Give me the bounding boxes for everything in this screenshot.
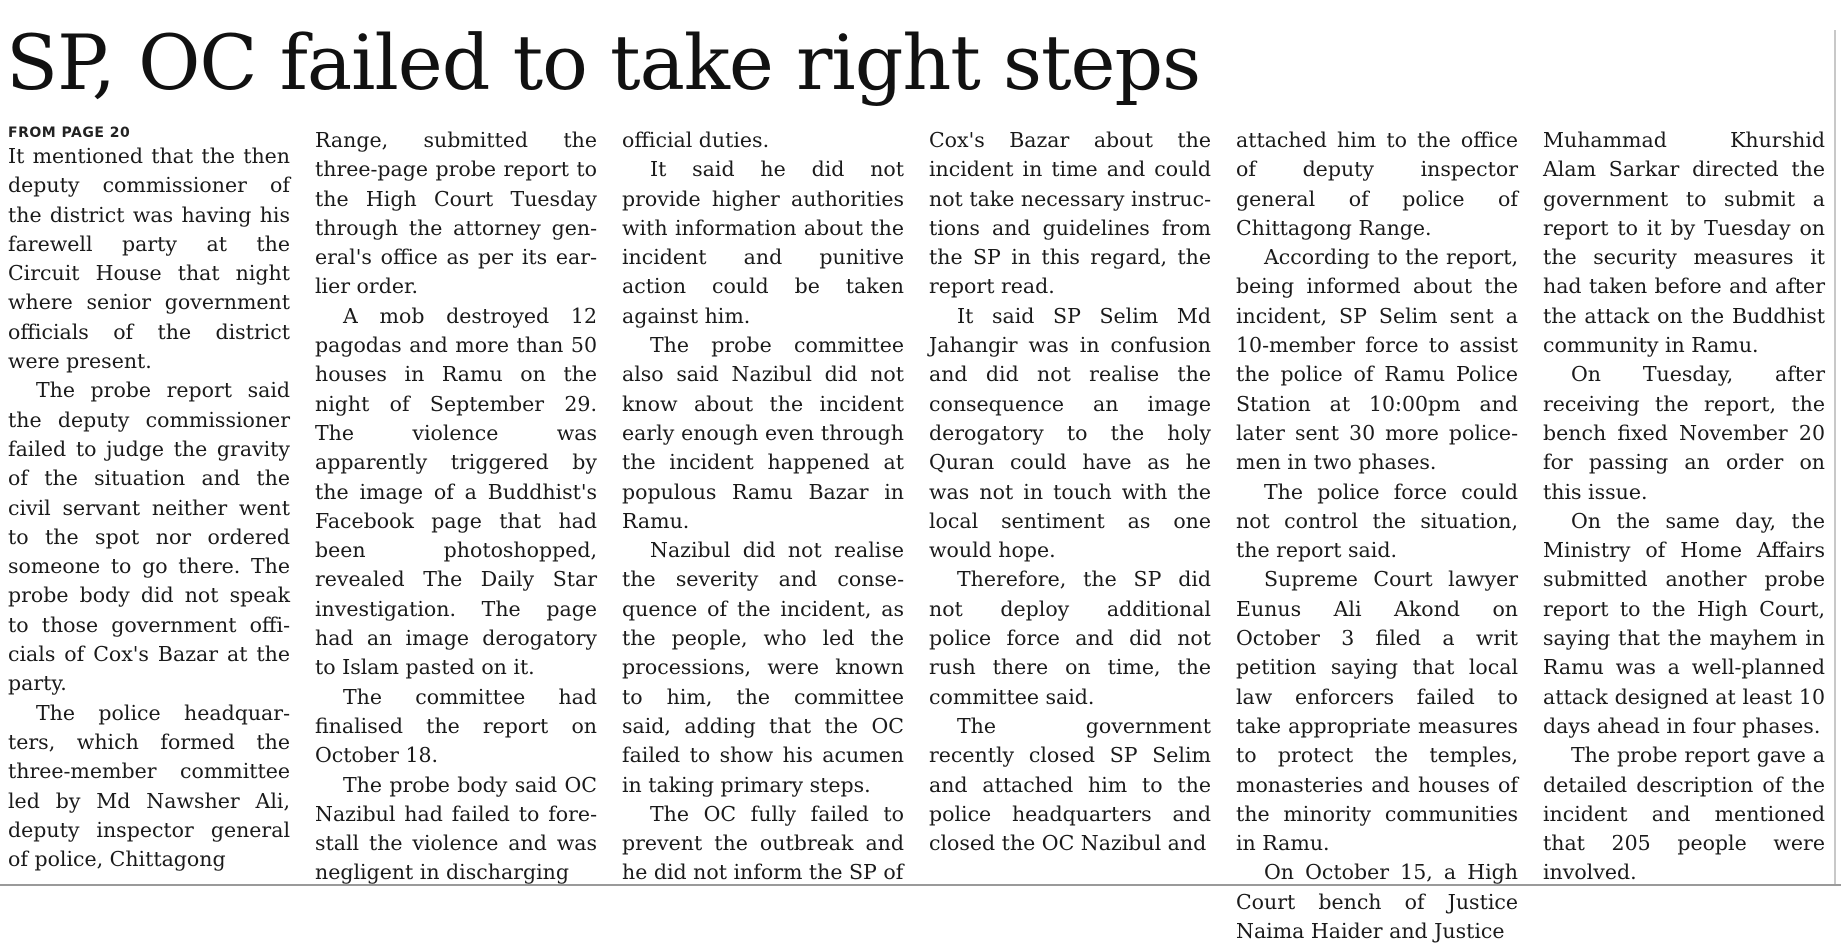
paragraph: On the same day, the Ministry of Home Affairs submitted another probe report to the High Court, saying that the mayhem in Ramu was a well-planned attack designed at least 10 days ahead in four phases.	[1543, 508, 1825, 738]
paragraph: It said SP Selim Md Jahangir was in confusion and did not realise the consequence an image derogatory to the holy Quran could have as he was not in touch with the local sentiment as one would hope.	[929, 303, 1211, 563]
paragraph: The probe committee also said Nazibul did not know about the incident early enough even through the incident happened at populous Ramu Bazar in Ramu.	[622, 333, 904, 533]
column-4	[929, 126, 1211, 868]
right-edge-rule	[1834, 30, 1836, 886]
paragraph: According to the report, being informed about the incident, SP Selim sent a 10-member force to assist the police of Ramu Police Station at 10:00pm and later sent 30 more policemen in two phases.	[1236, 245, 1518, 475]
paragraph: The government recently closed SP Selim and attached him to the police headquarters and closed the OC Nazibul and	[929, 713, 1211, 856]
paragraph: It said he did not provide higher authorities with information about the incident and punitive action could be taken against him.	[622, 157, 904, 328]
paragraph: official duties.	[622, 128, 770, 152]
continued-from-kicker: FROM PAGE 20	[8, 125, 131, 141]
column-6	[1543, 126, 1825, 885]
paragraph: On Tuesday, after receiving the report, the bench fixed November 20 for passing an order on this issue.	[1543, 362, 1825, 504]
paragraph: The probe body said OC Nazibul had failed to forestall the violence and was negligent in discharging	[315, 772, 597, 885]
paragraph: The police headquarters, which formed the three-member committee led by Md Nawsher Ali, deputy inspector general of police, Chittagong	[8, 700, 290, 872]
paragraph: The probe report said the deputy commissioner failed to judge the gravity of the situation and the civil servant neither went to the spot nor ordered someone to go there. The probe body did not speak to those government officials of Cox's Bazar at the party.	[8, 378, 290, 696]
paragraph: Nazibul did not realise the severity and consequence of the incident, as the people, who led the processions, were known to him, the committee said, adding that the OC failed to show his acumen in taking primary steps.	[622, 538, 904, 797]
paragraph: On October 15, a High Court bench of Justice Naima Haider and Justice	[1236, 860, 1518, 944]
paragraph: The committee had finalised the report on October 18.	[315, 684, 597, 768]
paragraph: Muhammad Khurshid Alam Sarkar directed the government to submit a report to it by Tuesday on the security measures it had taken before and after the attack on the Buddhist community in Ramu.	[1543, 128, 1825, 358]
headline: SP, OC failed to take right steps	[6, 18, 1201, 107]
paragraph: The probe report gave a detailed description of the incident and mentioned that 205 people were involved.	[1543, 743, 1825, 885]
column-5	[1236, 126, 1518, 944]
column-1	[8, 125, 290, 872]
bottom-rule	[0, 884, 1841, 886]
paragraph: Supreme Court lawyer Eunus Ali Akond on October 3 filed a writ petition saying that local law enforcers failed to take appropriate measures to protect the temples, monasteries and houses of the minority communities in Ramu.	[1236, 567, 1518, 856]
column-3	[622, 126, 904, 885]
article-columns	[8, 125, 1828, 944]
paragraph: It mentioned that the then deputy commissioner of the district was having his farewell party at the Circuit House that night where senior government officials of the district were present.	[8, 144, 290, 374]
paragraph: attached him to the office of deputy inspector general of police of Chittagong Range.	[1236, 128, 1518, 240]
paragraph: The police force could not control the situation, the report said.	[1236, 479, 1518, 563]
paragraph: Range, submitted the three-page probe report to the High Court Tuesday through the attorney general's office as per its earlier order.	[315, 128, 597, 299]
paragraph: The OC fully failed to prevent the outbreak and he did not inform the SP of	[622, 801, 904, 885]
paragraph: Therefore, the SP did not deploy additional police force and did not rush there on time, the committee said.	[929, 567, 1211, 709]
paragraph: A mob destroyed 12 pagodas and more than 50 houses in Ramu on the night of September 29. The violence was apparently triggered by the image of a Buddhist's Facebook page that had been photoshopped, revealed The Daily Star investigation. The page had an image derogatory to Islam pasted on it.	[315, 303, 597, 680]
paragraph: Cox's Bazar about the incident in time and could not take necessary instructions and guidelines from the SP in this regard, the report read.	[929, 128, 1211, 299]
column-2	[315, 126, 597, 885]
